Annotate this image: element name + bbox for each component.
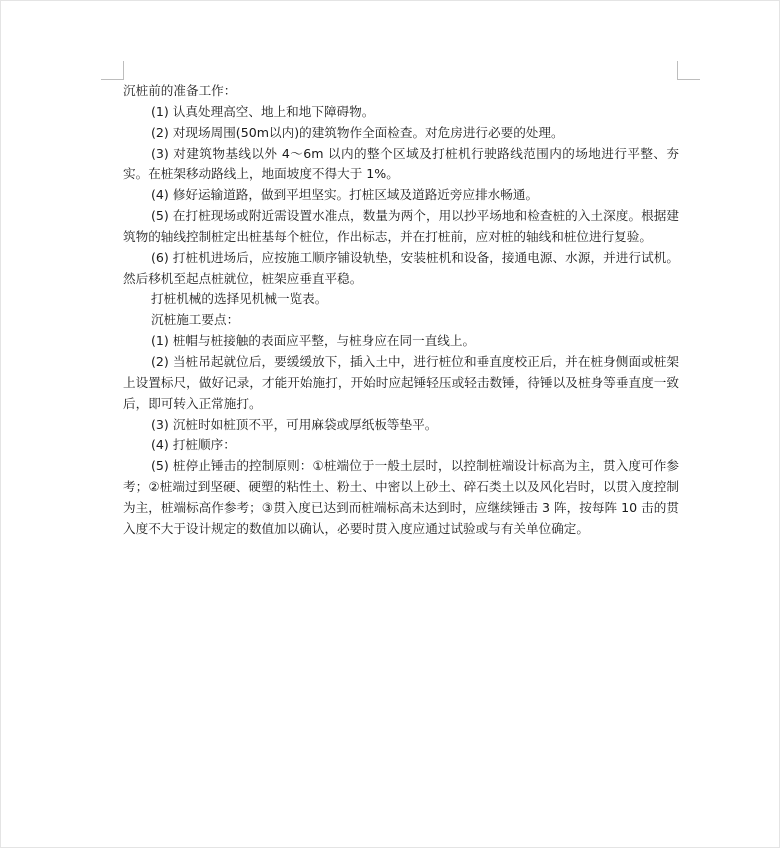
paragraph-prep-1: (1) 认真处理高空、地上和地下障碍物。 (151, 103, 375, 119)
paragraph-prep-3: (3) 对建筑物基线以外 4～6m 以内的整个区域及打桩机行驶路线范围内的场地进行平整、夯实。在桩架移动路线上，地面坡度不得大于 1%。 (123, 145, 679, 182)
paragraph-point-2: (2) 当桩吊起就位后，要缓缓放下，插入土中，进行桩位和垂直度校正后，并在桩身侧面或桩架上设置标尺，做好记录，才能开始施打，开始时应起锤轻压或轻击数锤，待锤以及桩身等垂直度一致后，即可转入正常施打。 (123, 353, 679, 411)
paragraph-heading-prep: 沉桩前的准备工作： (123, 83, 237, 98)
margin-corner-mark-right (677, 61, 700, 80)
paragraph-point-1: (1) 桩帽与桩接触的表面应平整，与桩身应在同一直线上。 (151, 333, 476, 349)
paragraph-heading-key-points: 沉桩施工要点： (151, 312, 240, 328)
paragraph-machine-selection: 打桩机械的选择见机械一览表。 (151, 291, 328, 307)
paragraph-prep-4: (4) 修好运输道路，做到平坦坚实。打桩区域及道路近旁应排水畅通。 (151, 187, 539, 203)
document-body[interactable] (123, 81, 679, 540)
paragraph-point-3: (3) 沉桩时如桩顶不平，可用麻袋或厚纸板等垫平。 (151, 416, 438, 432)
paragraph-prep-5: (5) 在打桩现场或附近需设置水准点，数量为两个，用以抄平场地和检查桩的入土深度。根据建筑物的轴线控制桩定出桩基每个桩位，作出标志，并在打桩前，应对桩的轴线和桩位进行复验。 (123, 208, 679, 244)
paragraph-point-5: (5) 桩停止锤击的控制原则：①桩端位于一般土层时，以控制桩端设计标高为主，贯入度可作参考；②桩端过到坚硬、硬塑的粘性土、粉土、中密以上砂土、碎石类土以及风化岩时，以贯入度控制为主，桩端标高作参考；③贯入度已达到而桩端标高未达到时，应继续锤击 3 阵，按每阵 10 击的贯入度不大于设计规定的数值加以确认，必要时贯入度应通过试验或与有关单位确定。 (123, 458, 679, 536)
paragraph-prep-6: (6) 打桩机进场后，应按施工顺序铺设轨垫，安装桩机和设备，接通电源、水源，并进行试机。然后移机至起点桩就位，桩架应垂直平稳。 (123, 249, 679, 286)
paragraph-point-4: (4) 打桩顺序： (151, 437, 236, 453)
margin-corner-mark-left (101, 61, 124, 80)
paragraph-prep-2: (2) 对现场周围(50m以内)的建筑物作全面检查。对危房进行必要的处理。 (151, 124, 564, 140)
